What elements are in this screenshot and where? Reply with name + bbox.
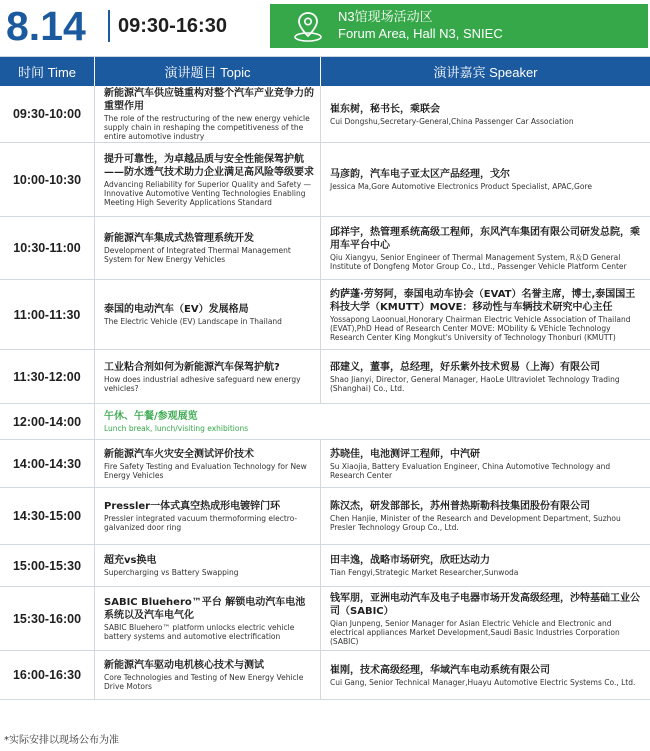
session-time: 09:30-10:00 bbox=[0, 86, 95, 142]
topic-cn: Pressler一体式真空热成形电镀锌门环 bbox=[104, 501, 281, 512]
speaker-cn: 崔东树，秘书长，乘联会 bbox=[330, 103, 440, 115]
speaker-cn: 钱军朋，亚洲电动汽车及电子电器市场开发高级经理，沙特基础工业公司（SABIC） bbox=[330, 592, 640, 617]
topic-cn: 提升可靠性，为卓越品质与安全性能保驾护航——防水透气技术助力企业满足高风险等级要求 bbox=[104, 153, 314, 178]
speaker-en: Yossapong Laoonual,Honorary Chairman Electric Vehicle Association of Thailand (EVAT),PhD Head of Research Center MOVE: MObility & VEhicle Technology Research Center King Mongkut's University of Technology Thonburi (KMUTT) bbox=[330, 314, 631, 342]
event-date: 8.14 bbox=[6, 3, 86, 49]
session-topic bbox=[95, 545, 321, 586]
session-topic bbox=[95, 217, 321, 279]
table-row-break bbox=[0, 404, 650, 440]
session-time: 15:30-16:00 bbox=[0, 587, 95, 650]
topic-en: SABIC Bluehero™ platform unlocks electric vehicle battery systems and automotive electrification bbox=[104, 623, 295, 641]
topic-cn: 工业粘合剂如何为新能源汽车保驾护航? bbox=[104, 361, 280, 373]
table-row bbox=[0, 488, 650, 545]
topic-en: The role of the restructuring of the new energy vehicle supply chain in reshaping the competitiveness of the entire automotive industry bbox=[104, 114, 310, 141]
map-pin-icon bbox=[291, 9, 325, 43]
session-speaker bbox=[321, 587, 650, 650]
venue-text bbox=[338, 8, 503, 42]
session-topic bbox=[95, 280, 321, 349]
session-topic bbox=[95, 350, 321, 403]
column-header-speaker: 演讲嘉宾 Speaker bbox=[433, 65, 538, 80]
header-divider bbox=[108, 10, 110, 42]
topic-en: The Electric Vehicle (EV) Landscape in Thailand bbox=[104, 317, 282, 326]
session-time: 14:00-14:30 bbox=[0, 440, 95, 487]
table-row bbox=[0, 440, 650, 488]
topic-en: Development of Integrated Thermal Management System for New Energy Vehicles bbox=[104, 246, 291, 264]
speaker-cn: 约萨蓬·劳努阿，泰国电动车协会（EVAT）名誉主席，博士,泰国国王科技大学（KMUTT）MOVE：移动性与车辆技术研究中心主任 bbox=[330, 288, 636, 313]
topic-cn: 新能源汽车驱动电机核心技术与测试 bbox=[104, 660, 264, 671]
session-time: 16:00-16:30 bbox=[0, 651, 95, 699]
table-row bbox=[0, 86, 650, 143]
speaker-cn: 邵建义，董事，总经理，好乐紫外技术贸易（上海）有限公司 bbox=[330, 361, 600, 373]
topic-en: Supercharging vs Battery Swapping bbox=[104, 568, 239, 577]
session-topic bbox=[95, 143, 321, 216]
table-row bbox=[0, 217, 650, 280]
topic-cn: 超充vs换电 bbox=[104, 555, 157, 566]
session-topic bbox=[95, 86, 321, 142]
agenda-table-header bbox=[0, 57, 650, 86]
column-header-time: 时间 Time bbox=[0, 57, 95, 86]
break-description bbox=[95, 404, 650, 439]
speaker-en: Qiu Xiangyu, Senior Engineer of Thermal Management System, R＆D General Institute of Dongfeng Motor Group Co., Ltd., Passenger Vehicle Platform Center bbox=[330, 252, 627, 271]
schedule-header bbox=[0, 0, 650, 52]
session-topic bbox=[95, 651, 321, 699]
session-speaker bbox=[321, 545, 650, 586]
session-topic bbox=[95, 488, 321, 544]
session-speaker bbox=[321, 280, 650, 349]
table-row bbox=[0, 350, 650, 404]
speaker-en: Shao Jianyi, Director, General Manager, HaoLe Ultraviolet Technology Trading (Shanghai) Co., Ltd. bbox=[330, 374, 620, 393]
session-speaker bbox=[321, 86, 650, 142]
topic-cn: SABIC Bluehero™平台 解锁电动汽车电池系统以及汽车电气化 bbox=[104, 597, 306, 621]
table-row bbox=[0, 280, 650, 350]
speaker-en: Chen Hanjie, Minister of the Research and Development Department, Suzhou Presler Technology Group Co., Ltd. bbox=[330, 514, 621, 532]
session-time: 11:00-11:30 bbox=[0, 280, 95, 349]
session-time: 10:30-11:00 bbox=[0, 217, 95, 279]
footnote: *实际安排以现场公布为准 bbox=[4, 735, 119, 746]
table-row bbox=[0, 143, 650, 217]
speaker-cn: 马彦韵，汽车电子亚太区产品经理，戈尔 bbox=[330, 169, 510, 180]
speaker-en: Cui Gang, Senior Technical Manager,Huayu Automotive Electric Systems Co., Ltd. bbox=[330, 677, 636, 687]
session-speaker bbox=[321, 350, 650, 403]
speaker-en: Jessica Ma,Gore Automotive Electronics Product Specialist, APAC,Gore bbox=[330, 182, 592, 191]
topic-en: Advancing Reliability for Superior Quality and Safety — Innovative Automotive Venting Technologies Enabling Meeting High Severity Applications Standard bbox=[104, 179, 312, 207]
topic-en: How does industrial adhesive safeguard new energy vehicles? bbox=[104, 374, 301, 393]
session-speaker bbox=[321, 440, 650, 487]
speaker-en: Qian Junpeng, Senior Manager for Asian Electric Vehicle and Electronic and electrical appliances Market Development,Saudi Basic Industries Corporation (SABIC) bbox=[330, 618, 620, 646]
agenda-table bbox=[0, 56, 650, 700]
session-topic bbox=[95, 587, 321, 650]
speaker-cn: 陈汉杰，研发部部长，苏州普热斯勒科技集团股份有限公司 bbox=[330, 501, 590, 512]
venue-name-en: Forum Area, Hall N3, SNIEC bbox=[338, 26, 503, 41]
break-cn: 午休、午餐/参观展览 bbox=[104, 411, 198, 422]
speaker-en: Cui Dongshu,Secretary-General,China Passenger Car Association bbox=[330, 116, 574, 126]
table-row bbox=[0, 651, 650, 700]
topic-cn: 新能源汽车火灾安全测试评价技术 bbox=[104, 448, 254, 460]
event-time-range: 09:30-16:30 bbox=[118, 15, 227, 37]
topic-en: Pressler integrated vacuum thermoforming electro-galvanized door ring bbox=[104, 514, 298, 532]
column-header-topic: 演讲题目 Topic bbox=[95, 57, 321, 86]
speaker-cn: 苏晓佳，电池测评工程师，中汽研 bbox=[330, 448, 480, 460]
table-row bbox=[0, 545, 650, 587]
venue-name-cn: N3馆现场活动区 bbox=[338, 9, 433, 24]
topic-en: Core Technologies and Testing of New Energy Vehicle Drive Motors bbox=[104, 673, 304, 691]
session-speaker bbox=[321, 488, 650, 544]
session-speaker bbox=[321, 651, 650, 699]
speaker-en: Tian Fengyi,Strategic Market Researcher,Sunwoda bbox=[330, 568, 519, 577]
topic-cn: 新能源汽车供应链重构对整个汽车产业竞争力的重塑作用 bbox=[104, 88, 314, 112]
session-time: 15:00-15:30 bbox=[0, 545, 95, 586]
session-topic bbox=[95, 440, 321, 487]
topic-en: Fire Safety Testing and Evaluation Technology for New Energy Vehicles bbox=[104, 461, 307, 480]
speaker-cn: 邱祥宇，热管理系统高级工程师，东风汽车集团有限公司研发总院，乘用车平台中心 bbox=[330, 226, 640, 251]
topic-cn: 泰国的电动汽车（EV）发展格局 bbox=[104, 304, 249, 315]
session-time: 14:30-15:00 bbox=[0, 488, 95, 544]
session-time: 10:00-10:30 bbox=[0, 143, 95, 216]
speaker-cn: 崔刚，技术高级经理，华域汽车电动系统有限公司 bbox=[330, 664, 550, 676]
break-en: Lunch break, lunch/visiting exhibitions bbox=[104, 424, 249, 433]
session-speaker bbox=[321, 217, 650, 279]
speaker-cn: 田丰逸，战略市场研究，欣旺达动力 bbox=[330, 555, 490, 566]
table-row bbox=[0, 587, 650, 651]
topic-cn: 新能源汽车集成式热管理系统开发 bbox=[104, 233, 254, 244]
session-time: 12:00-14:00 bbox=[0, 404, 95, 439]
speaker-en: Su Xiaojia, Battery Evaluation Engineer, China Automotive Technology and Research Center bbox=[330, 461, 611, 480]
session-time: 11:30-12:00 bbox=[0, 350, 95, 403]
session-speaker bbox=[321, 143, 650, 216]
